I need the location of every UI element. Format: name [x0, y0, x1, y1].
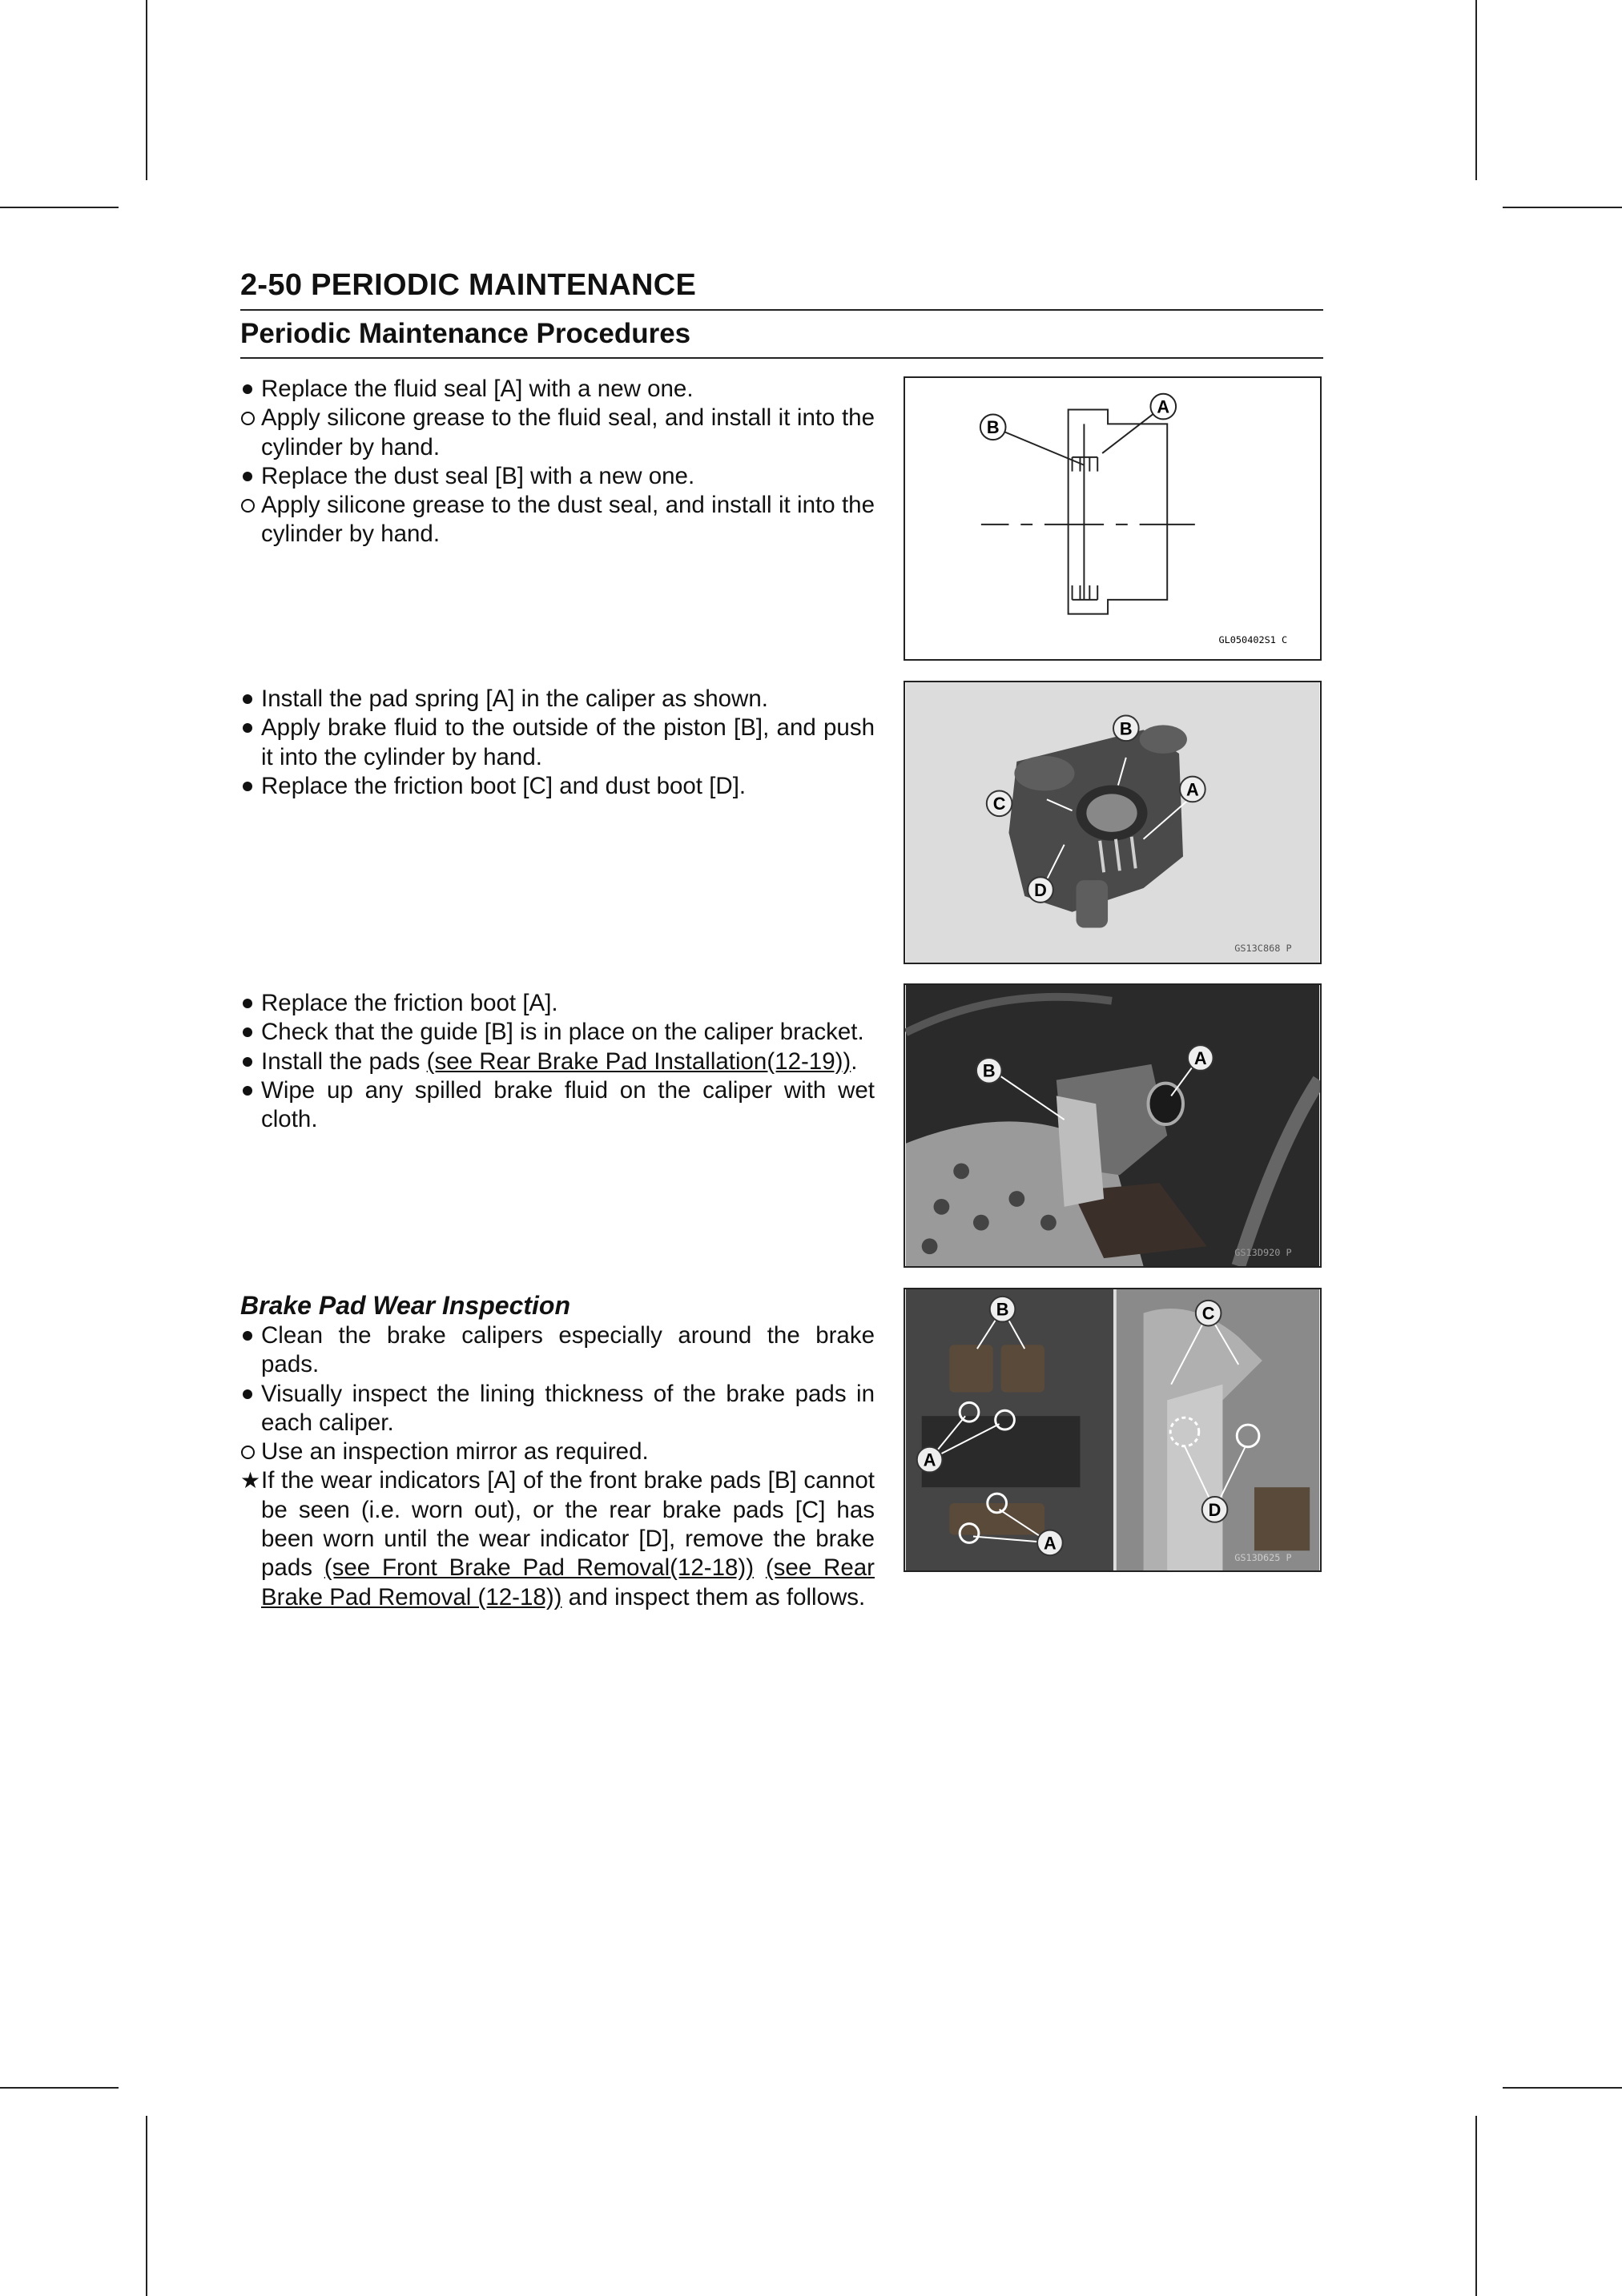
- svg-text:B: B: [1119, 718, 1133, 739]
- svg-text:B: B: [996, 1299, 1009, 1320]
- figure-code: GS13D625 P: [1234, 1552, 1292, 1564]
- list-item: Replace the friction boot [A].: [240, 989, 875, 1018]
- front-pad-removal-link[interactable]: (see Front Brake Pad Removal(12-18)): [324, 1554, 755, 1582]
- bullet-icon: [243, 1331, 252, 1341]
- figure-code: GS13D920 P: [1234, 1247, 1292, 1259]
- callout-a-icon: [1180, 777, 1205, 802]
- svg-text:C: C: [1201, 1303, 1215, 1324]
- list-item: Check that the guide [B] is in place on the caliper bracket.: [240, 1018, 875, 1047]
- bullet-icon: [243, 1389, 252, 1399]
- subsection-heading: Brake Pad Wear Inspection: [240, 1291, 570, 1320]
- section-title: Periodic Maintenance Procedures: [240, 318, 691, 349]
- svg-text:D: D: [1208, 1499, 1222, 1520]
- list-item: Install the pad spring [A] in the caliper as shown.: [240, 685, 875, 714]
- svg-text:D: D: [1034, 879, 1047, 900]
- list-item: Visually inspect the lining thickness of the brake pads in each caliper.: [240, 1380, 875, 1438]
- header-rule: [240, 309, 1323, 311]
- open-circle-icon: [241, 412, 255, 425]
- svg-text:A: A: [923, 1450, 936, 1470]
- svg-text:B: B: [986, 417, 1000, 438]
- procedure-block-piston: [240, 685, 875, 801]
- list-item: Install the pads (see Rear Brake Pad Installation(12-19)).: [240, 1047, 875, 1076]
- crop-mark: [1475, 0, 1477, 180]
- list-item: Use an inspection mirror as required.: [240, 1438, 875, 1466]
- svg-text:A: A: [1157, 396, 1170, 417]
- bullet-icon: [243, 1027, 252, 1037]
- wear-indicator-photo-figure: [904, 1288, 1322, 1572]
- callout-a-icon: [1037, 1530, 1063, 1556]
- bullet-icon: [243, 999, 252, 1008]
- bullet-icon: [243, 384, 252, 394]
- figure-code: GS13C868 P: [1234, 943, 1292, 955]
- open-circle-icon: [241, 499, 255, 513]
- callout-d-icon: [1202, 1497, 1228, 1522]
- crop-mark: [0, 2087, 119, 2089]
- list-item: Wipe up any spilled brake fluid on the caliper with wet cloth.: [240, 1076, 875, 1135]
- page-title: 2-50 PERIODIC MAINTENANCE: [240, 268, 697, 302]
- callout-a-icon: [1188, 1045, 1213, 1071]
- figure-code: GL050402S1 C: [1218, 634, 1288, 646]
- caliper-photo-figure: [904, 681, 1322, 964]
- list-item: Replace the dust seal [B] with a new one.: [240, 462, 875, 491]
- list-item: Replace the fluid seal [A] with a new one.: [240, 375, 875, 404]
- bracket-photo: [905, 985, 1320, 1266]
- list-item: Clean the brake calipers especially around the brake pads.: [240, 1321, 875, 1380]
- rear-pad-installation-link[interactable]: (see Rear Brake Pad Installation(12-19)): [426, 1047, 851, 1075]
- wear-indicator-photo: [905, 1289, 1320, 1570]
- callout-a-icon: [917, 1447, 943, 1473]
- procedure-block-seals: [240, 375, 875, 549]
- page-header: [240, 266, 1323, 359]
- seal-diagram: [905, 378, 1320, 659]
- list-item: Apply silicone grease to the fluid seal, and install it into the cylinder by hand.: [240, 404, 875, 462]
- crop-mark: [146, 0, 147, 180]
- crop-mark: [146, 2116, 147, 2296]
- callout-b-icon: [1113, 716, 1139, 742]
- list-item: Apply silicone grease to the dust seal, and install it into the cylinder by hand.: [240, 491, 875, 549]
- procedure-block-inspection: [240, 1289, 875, 1612]
- bullet-icon: [243, 723, 252, 733]
- svg-text:A: A: [1193, 1047, 1207, 1068]
- seal-diagram-figure: [904, 376, 1322, 661]
- callout-c-icon: [987, 790, 1012, 816]
- callout-b-icon: [980, 414, 1006, 440]
- callout-c-icon: [1196, 1301, 1222, 1326]
- crop-mark: [1503, 2087, 1622, 2089]
- star-icon: ★: [240, 1468, 261, 1494]
- caliper-photo: [905, 682, 1320, 963]
- crop-mark: [0, 207, 119, 208]
- svg-text:C: C: [992, 794, 1006, 814]
- bullet-icon: [243, 782, 252, 791]
- list-item: Apply brake fluid to the outside of the piston [B], and push it into the cylinder by hand.: [240, 714, 875, 772]
- list-item: Replace the friction boot [C] and dust boot [D].: [240, 772, 875, 801]
- svg-text:A: A: [1044, 1533, 1057, 1554]
- callout-b-icon: [990, 1297, 1016, 1322]
- bullet-icon: [243, 694, 252, 704]
- crop-mark: [1475, 2116, 1477, 2296]
- svg-text:A: A: [1185, 779, 1199, 800]
- callout-a-icon: [1150, 394, 1176, 420]
- bullet-icon: [243, 1057, 252, 1067]
- section-rule: [240, 357, 1323, 359]
- callout-b-icon: [976, 1058, 1002, 1084]
- callout-d-icon: [1028, 877, 1053, 903]
- crop-mark: [1503, 207, 1622, 208]
- bracket-photo-figure: [904, 983, 1322, 1268]
- procedure-block-pads: [240, 989, 875, 1134]
- rear-pad-removal-link[interactable]: (see Rear Brake Pad Removal (12-18)): [261, 1554, 875, 1610]
- svg-text:B: B: [982, 1060, 996, 1081]
- open-circle-icon: [241, 1446, 255, 1459]
- bullet-icon: [243, 1086, 252, 1096]
- bullet-icon: [243, 472, 252, 481]
- list-item: ★ If the wear indicators [A] of the front brake pads [B] cannot be seen (i.e. worn out), or the rear brake pads [C] has been worn until the wear indicator [D], remove the brake pads (see Front Brake Pad Removal(12-18)) (see Rear Brake Pad Removal (12-18)) and inspect them as follows.: [240, 1467, 875, 1610]
